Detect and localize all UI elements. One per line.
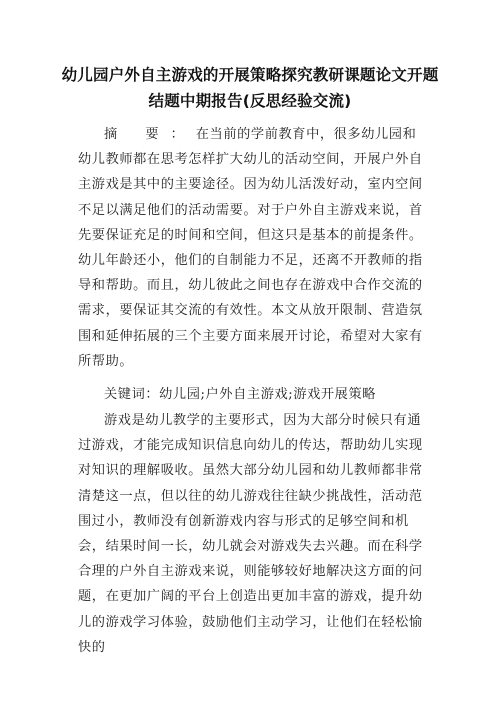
abstract-paragraph: [78, 122, 428, 374]
keywords-line: 关键词：幼儿园;户外自主游戏;游戏开展策略: [104, 387, 377, 402]
abstract-label: 摘 要：: [104, 127, 196, 142]
abstract-text: 在当前的学前教育中，很多幼儿园和幼儿教师都在思考怎样扩大幼儿的活动空间，开展户外自主游戏是其中的主要途径。因为幼儿活泼好动，室内空间不足以满足他们的活动需要。对于户外自主游戏来说，首先要保证充足的时间和空间，但这只是基本的前提条件。幼儿年龄还小，他们的自制能力不足，还离不开教师的指导和帮助。而且，幼儿彼此之间也存在游戏中合作交流的需求，要保证其交流的有效性。本文从放开限制、营造氛围和延伸拓展的三个主要方面来展开讨论，希望对大家有所帮助。: [78, 127, 423, 369]
document-title: 幼儿园户外自主游戏的开展策略探究教研课题论文开题结题中期报告(反思经验交流): [61, 66, 439, 110]
body-paragraph: 游戏是幼儿教学的主要形式，因为大部分时候只有通过游戏，才能完成知识信息向幼儿的传达，帮助幼儿实现对知识的理解吸收。虽然大部分幼儿园和幼儿教师都非常清楚这一点，但以往的幼儿游戏往往缺少挑战性，活动范围过小，教师没有创新游戏内容与形式的足够空间和机会，结果时间一长，幼儿就会对游戏失去兴趣。而在科学合理的户外自主游戏来说，则能够较好地解决这方面的问题，在更加广阔的平台上创造出更加丰富的游戏，提升幼儿的游戏学习体验，鼓励他们主动学习，让他们在轻松愉快的: [78, 413, 423, 655]
